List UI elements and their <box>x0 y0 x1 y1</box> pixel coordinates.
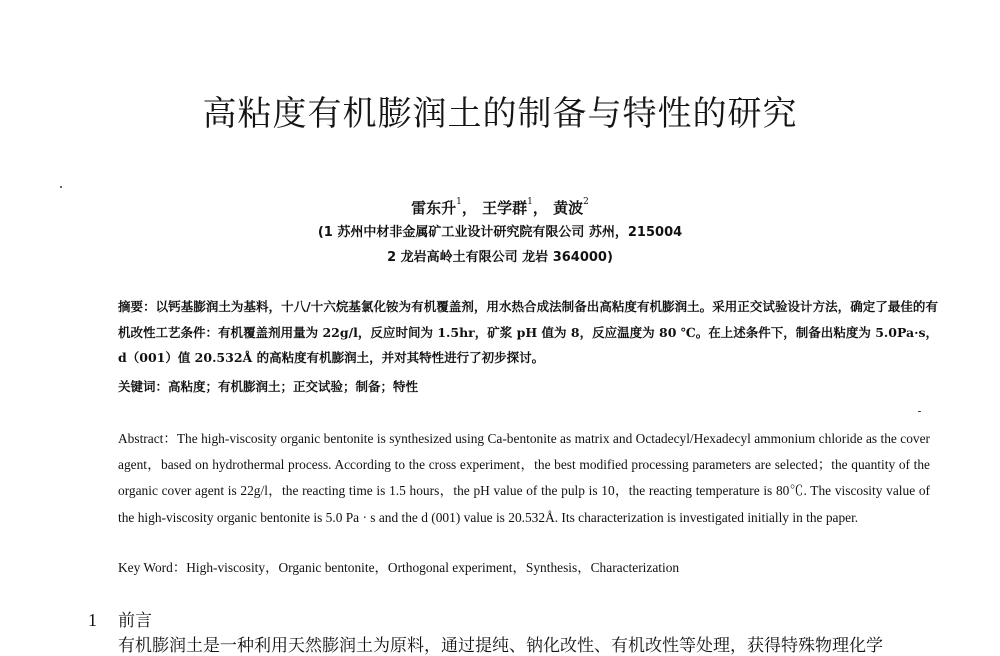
chinese-abstract-label: 摘要： <box>118 299 156 314</box>
english-keywords-text: High-viscosity，Organic bentonite，Orthogonal experiment，Synthesis，Characterization <box>186 560 680 575</box>
affiliation-1: (1 苏州中材非金属矿工业设计研究院有限公司 苏州，215004 <box>317 225 683 240</box>
affiliation-2: 2 龙岩高岭土有限公司 龙岩 364000) <box>387 250 613 265</box>
english-abstract-text: The high-viscosity organic bentonite is synthesized using Ca-bentonite as matrix and Octadecyl/Hexadecyl ammonium chloride as the cover agent，based on hydrothermal process. According to the cross experiment，the best modified processing parameters are selected；the quantity of the organic cover agent is 22g/l，the reacting time is 1.5 hours，the pH value of the pulp is 10，the reacting temperature is 80℃. The viscosity value of the high-viscosity organic bentonite is 5.0 Pa · s and the d (001) value is 20.532Å. Its characterization is investigated initially in the paper. <box>118 431 930 525</box>
body-paragraph: 有机膨润土是一种利用天然膨润土为原料，通过提纯、钠化改性、有机改性等处理，获得特殊物理化学 <box>118 636 883 656</box>
english-abstract-label: Abstract： <box>118 431 177 446</box>
scan-speck <box>918 411 921 412</box>
english-abstract <box>118 426 930 531</box>
author-affiliation-mark: 1 <box>456 197 462 207</box>
section-heading <box>88 608 152 633</box>
chinese-abstract-text: 以钙基膨润土为基料，十八/十六烷基氯化铵为有机覆盖剂，用水热合成法制备出高粘度有机膨润土。采用正交试验设计方法，确定了最佳的有机改性工艺条件：有机覆盖剂用量为 22g/l，反应时间为 1.5hr，矿浆 pH 值为 8，反应温度为 80 ℃。在上述条件下，制备出粘度为 5.0Pa·s，d（001）值 20.532Å 的高粘度有机膨润土，并对其特性进行了初步探讨。 <box>118 299 938 365</box>
author-name: 王学群 <box>482 199 528 217</box>
chinese-abstract <box>118 294 938 371</box>
author-line <box>0 194 1000 219</box>
english-keywords <box>118 556 930 580</box>
scan-speck <box>60 186 62 188</box>
author-name: 黄波 <box>553 199 584 217</box>
chinese-keywords <box>118 374 938 399</box>
author-affiliation-mark: 2 <box>583 197 589 207</box>
section-number: 1 <box>88 610 97 630</box>
author-separator: ， <box>461 199 477 217</box>
chinese-keywords-text: 高粘度；有机膨润土；正交试验；制备；特性 <box>168 379 419 394</box>
author-name: 雷东升 <box>411 199 457 217</box>
english-keywords-label: Key Word： <box>118 560 187 575</box>
chinese-keywords-label: 关键词： <box>118 379 169 394</box>
author-affiliation-mark: 1 <box>527 197 533 207</box>
section-title: 前言 <box>118 611 152 631</box>
paper-title: 高粘度有机膨润土的制备与特性的研究 <box>202 94 798 134</box>
author-separator: ， <box>532 199 548 217</box>
